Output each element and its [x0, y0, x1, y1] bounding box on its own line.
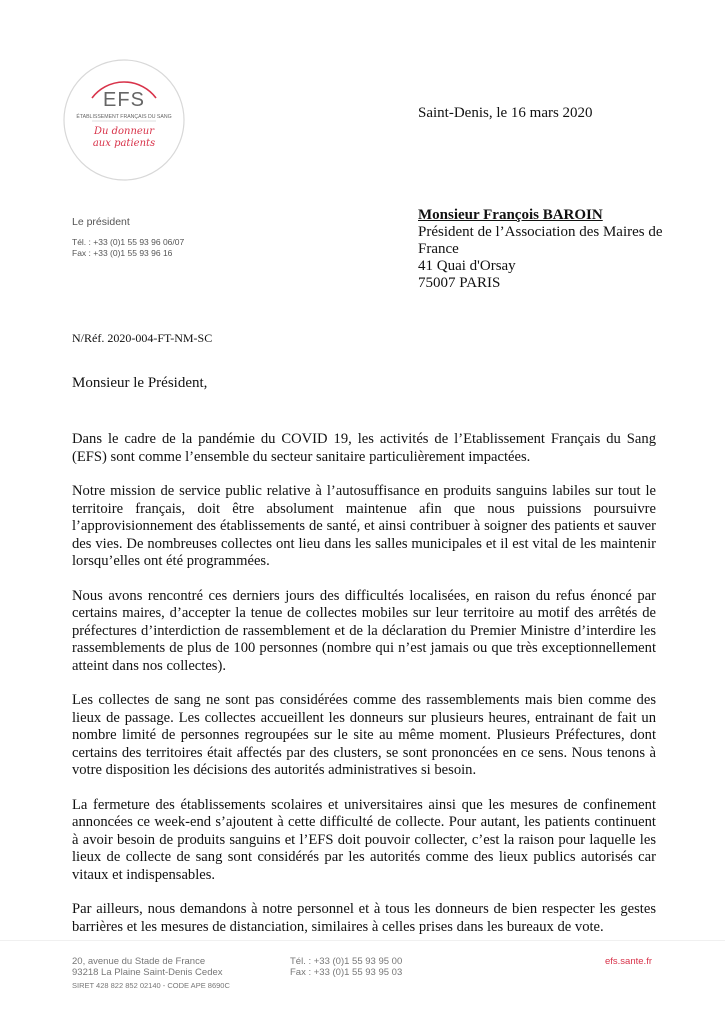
recipient-line: 41 Quai d'Orsay	[418, 258, 516, 274]
logo-tagline-2: aux patients	[92, 138, 156, 149]
reference-number: N/Réf. 2020-004-FT-NM-SC	[72, 331, 213, 345]
footer-contact	[290, 956, 402, 978]
salutation: Monsieur le Président,	[72, 375, 208, 391]
footer-address	[72, 956, 230, 991]
letter-body	[72, 431, 656, 953]
footer-tel: Tél. : +33 (0)1 55 93 95 00	[290, 956, 403, 967]
efs-logo	[62, 58, 186, 182]
body-paragraph: Les collectes de sang ne sont pas considérées comme des rassemblements mais bien comme des lieux de passage. Les collectes accueillent les donneurs sur plusieurs heures, entrainant de fait un nombre limité de personnes regroupées sur le site au même moment. Plusieurs Préfectures, dont certains des territoires était affectés par des clusters, se sont prononcées en ce sens. Nous tenons à votre disposition les décisions des autorités administratives si besoin.	[72, 692, 656, 778]
logo-org-name: ÉTABLISSEMENT FRANÇAIS DU SANG	[76, 114, 172, 120]
sender-tel: Tél. : +33 (0)1 55 93 96 06/07	[72, 237, 185, 247]
footer-website-link[interactable]: efs.sante.fr	[605, 956, 652, 967]
logo-acronym: EFS	[103, 89, 145, 111]
footer	[0, 940, 725, 1025]
recipient-line: Président de l’Association des Maires de France	[418, 224, 663, 257]
letter-date: Saint-Denis, le 16 mars 2020	[418, 105, 593, 121]
body-paragraph: La fermeture des établissements scolaires et universitaires ainsi que les mesures de confinement annoncées ce week-end s’ajoutent à cette difficulté de collecte. Pour autant, les patients continuent à avoir besoin de produits sanguins et l’EFS doit pouvoir collecter, c’est la raison pour laquelle les lieux de collecte de sang sont considérés par les autorités comme des lieux publics autorisés car vitaux et indispensables.	[72, 796, 656, 883]
footer-address-line: 93218 La Plaine Saint-Denis Cedex	[72, 967, 223, 978]
footer-siret: SIRET 428 822 852 02140 - CODE APE 8690C	[72, 981, 230, 990]
recipient-line: 75007 PARIS	[418, 275, 501, 291]
footer-address-line: 20, avenue du Stade de France	[72, 956, 206, 967]
recipient-name: Monsieur François BAROIN	[418, 207, 603, 223]
body-paragraph: Notre mission de service public relative à l’autosuffisance en produits sanguins labiles sur tout le territoire français, doit être absolument maintenue afin que nous puissions poursuivre l’approvisionnement des établissements de santé, et ainsi contribuer à soigner des patients et sauver des vies. De nombreuses collectes ont lieu dans les salles municipales et il est vital de les maintenir lorsqu’elles ont été programmées.	[72, 483, 656, 569]
sender-fax: Fax : +33 (0)1 55 93 96 16	[72, 248, 173, 258]
logo-tagline-1: Du donneur	[93, 126, 155, 137]
body-paragraph: Dans le cadre de la pandémie du COVID 19, les activités de l’Etablissement Français du Sang (EFS) sont comme l’ensemble du secteur sanitaire particulièrement impactées.	[72, 431, 656, 465]
recipient-block	[418, 207, 668, 292]
sender-role: Le président	[72, 216, 130, 228]
footer-fax: Fax : +33 (0)1 55 93 95 03	[290, 967, 403, 978]
body-paragraph: Nous avons rencontré ces derniers jours des difficultés localisées, en raison du refus énoncé par certains maires, d’accepter la tenue de collectes mobiles sur leur territoire au motif des arrêtés de préfectures d’interdiction de rassemblement et de la déclaration du Premier Ministre d’interdire les rassemblements de plus de 100 personnes (nombre qui n’est jamais ou que très exceptionnellement atteint dans nos collectes).	[72, 587, 656, 674]
sender-block	[72, 216, 184, 259]
body-paragraph: Par ailleurs, nous demandons à notre personnel et à tous les donneurs de bien respecter les gestes barrières et les mesures de distanciation, similaires à celles prises dans les bureaux de vote.	[72, 901, 656, 935]
